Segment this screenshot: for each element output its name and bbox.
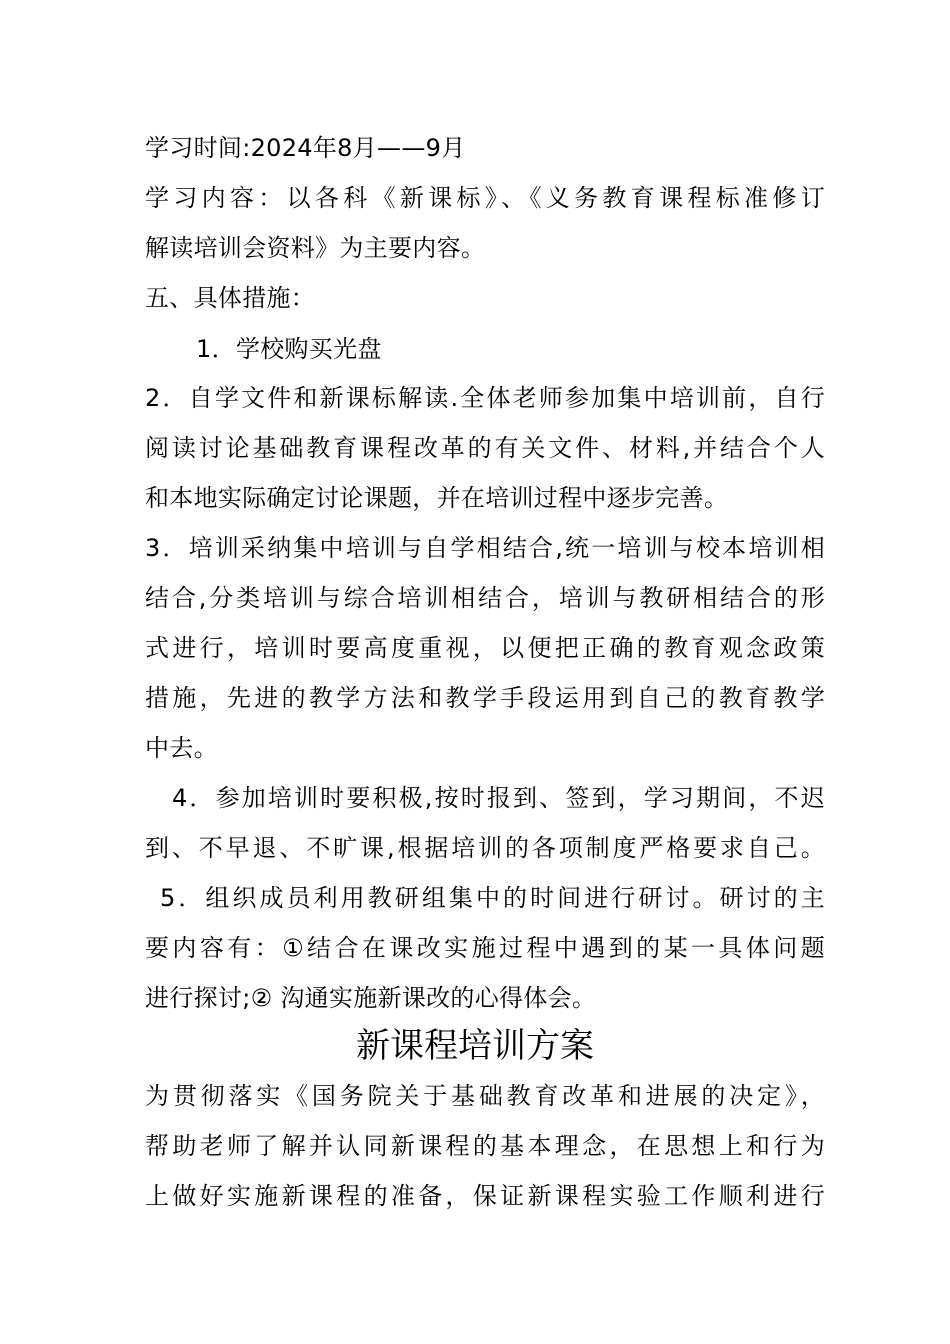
measure-item-3-line-3: 式进行，培训时要高度重视，以便把正确的教育观念政策 (145, 634, 825, 662)
measure-item-2-line-3: 和本地实际确定讨论课题，并在培训过程中逐步完善。 (145, 484, 729, 512)
study-content-line-2: 解读培训会资料》为主要内容。 (145, 234, 486, 262)
study-content-line-1: 学习内容：以各科《新课标》、《义务教育课程标准修订 (145, 184, 825, 212)
intro-line-3: 上做好实施新课程的准备，保证新课程实验工作顺利进行 (145, 1182, 825, 1210)
study-time-line: 学习时间:2024年8月——9月 (145, 134, 466, 162)
measure-item-2-line-2: 阅读讨论基础教育课程改革的有关文件、材料,并结合个人 (145, 434, 825, 462)
measure-item-2-line-1: 2．自学文件和新课标解读.全体老师参加集中培训前，自行 (145, 384, 825, 412)
measure-item-4-line-1: 4．参加培训时要积极,按时报到、签到，学习期间，不迟 (172, 784, 825, 812)
measure-item-4-line-2: 到、不早退、不旷课,根据培训的各项制度严格要求自己。 (145, 834, 825, 862)
measure-item-5-line-1: 5．组织成员利用教研组集中的时间进行研讨。研讨的主 (160, 884, 825, 912)
measure-item-3-line-1: 3．培训采纳集中培训与自学相结合,统一培训与校本培训相 (145, 534, 825, 562)
intro-line-1: 为贯彻落实《国务院关于基础教育改革和进展的决定》， (145, 1082, 825, 1110)
measure-item-3-line-2: 结合,分类培训与综合培训相结合，培训与教研相结合的形 (145, 584, 825, 612)
measure-item-3-line-5: 中去。 (145, 734, 218, 762)
intro-line-2: 帮助老师了解并认同新课程的基本理念，在思想上和行为 (145, 1132, 825, 1160)
measure-item-1: 1．学校购买光盘 (196, 335, 382, 363)
document-title: 新课程培训方案 (356, 1026, 594, 1066)
measure-item-3-line-4: 措施，先进的教学方法和教学手段运用到自己的教育教学 (145, 684, 825, 712)
measure-item-5-line-2: 要内容有：①结合在课改实施过程中遇到的某一具体问题 (145, 934, 825, 962)
measure-item-5-line-3: 进行探讨;② 沟通实施新课改的心得体会。 (145, 984, 597, 1012)
section-five-heading: 五、具体措施： (145, 284, 316, 312)
